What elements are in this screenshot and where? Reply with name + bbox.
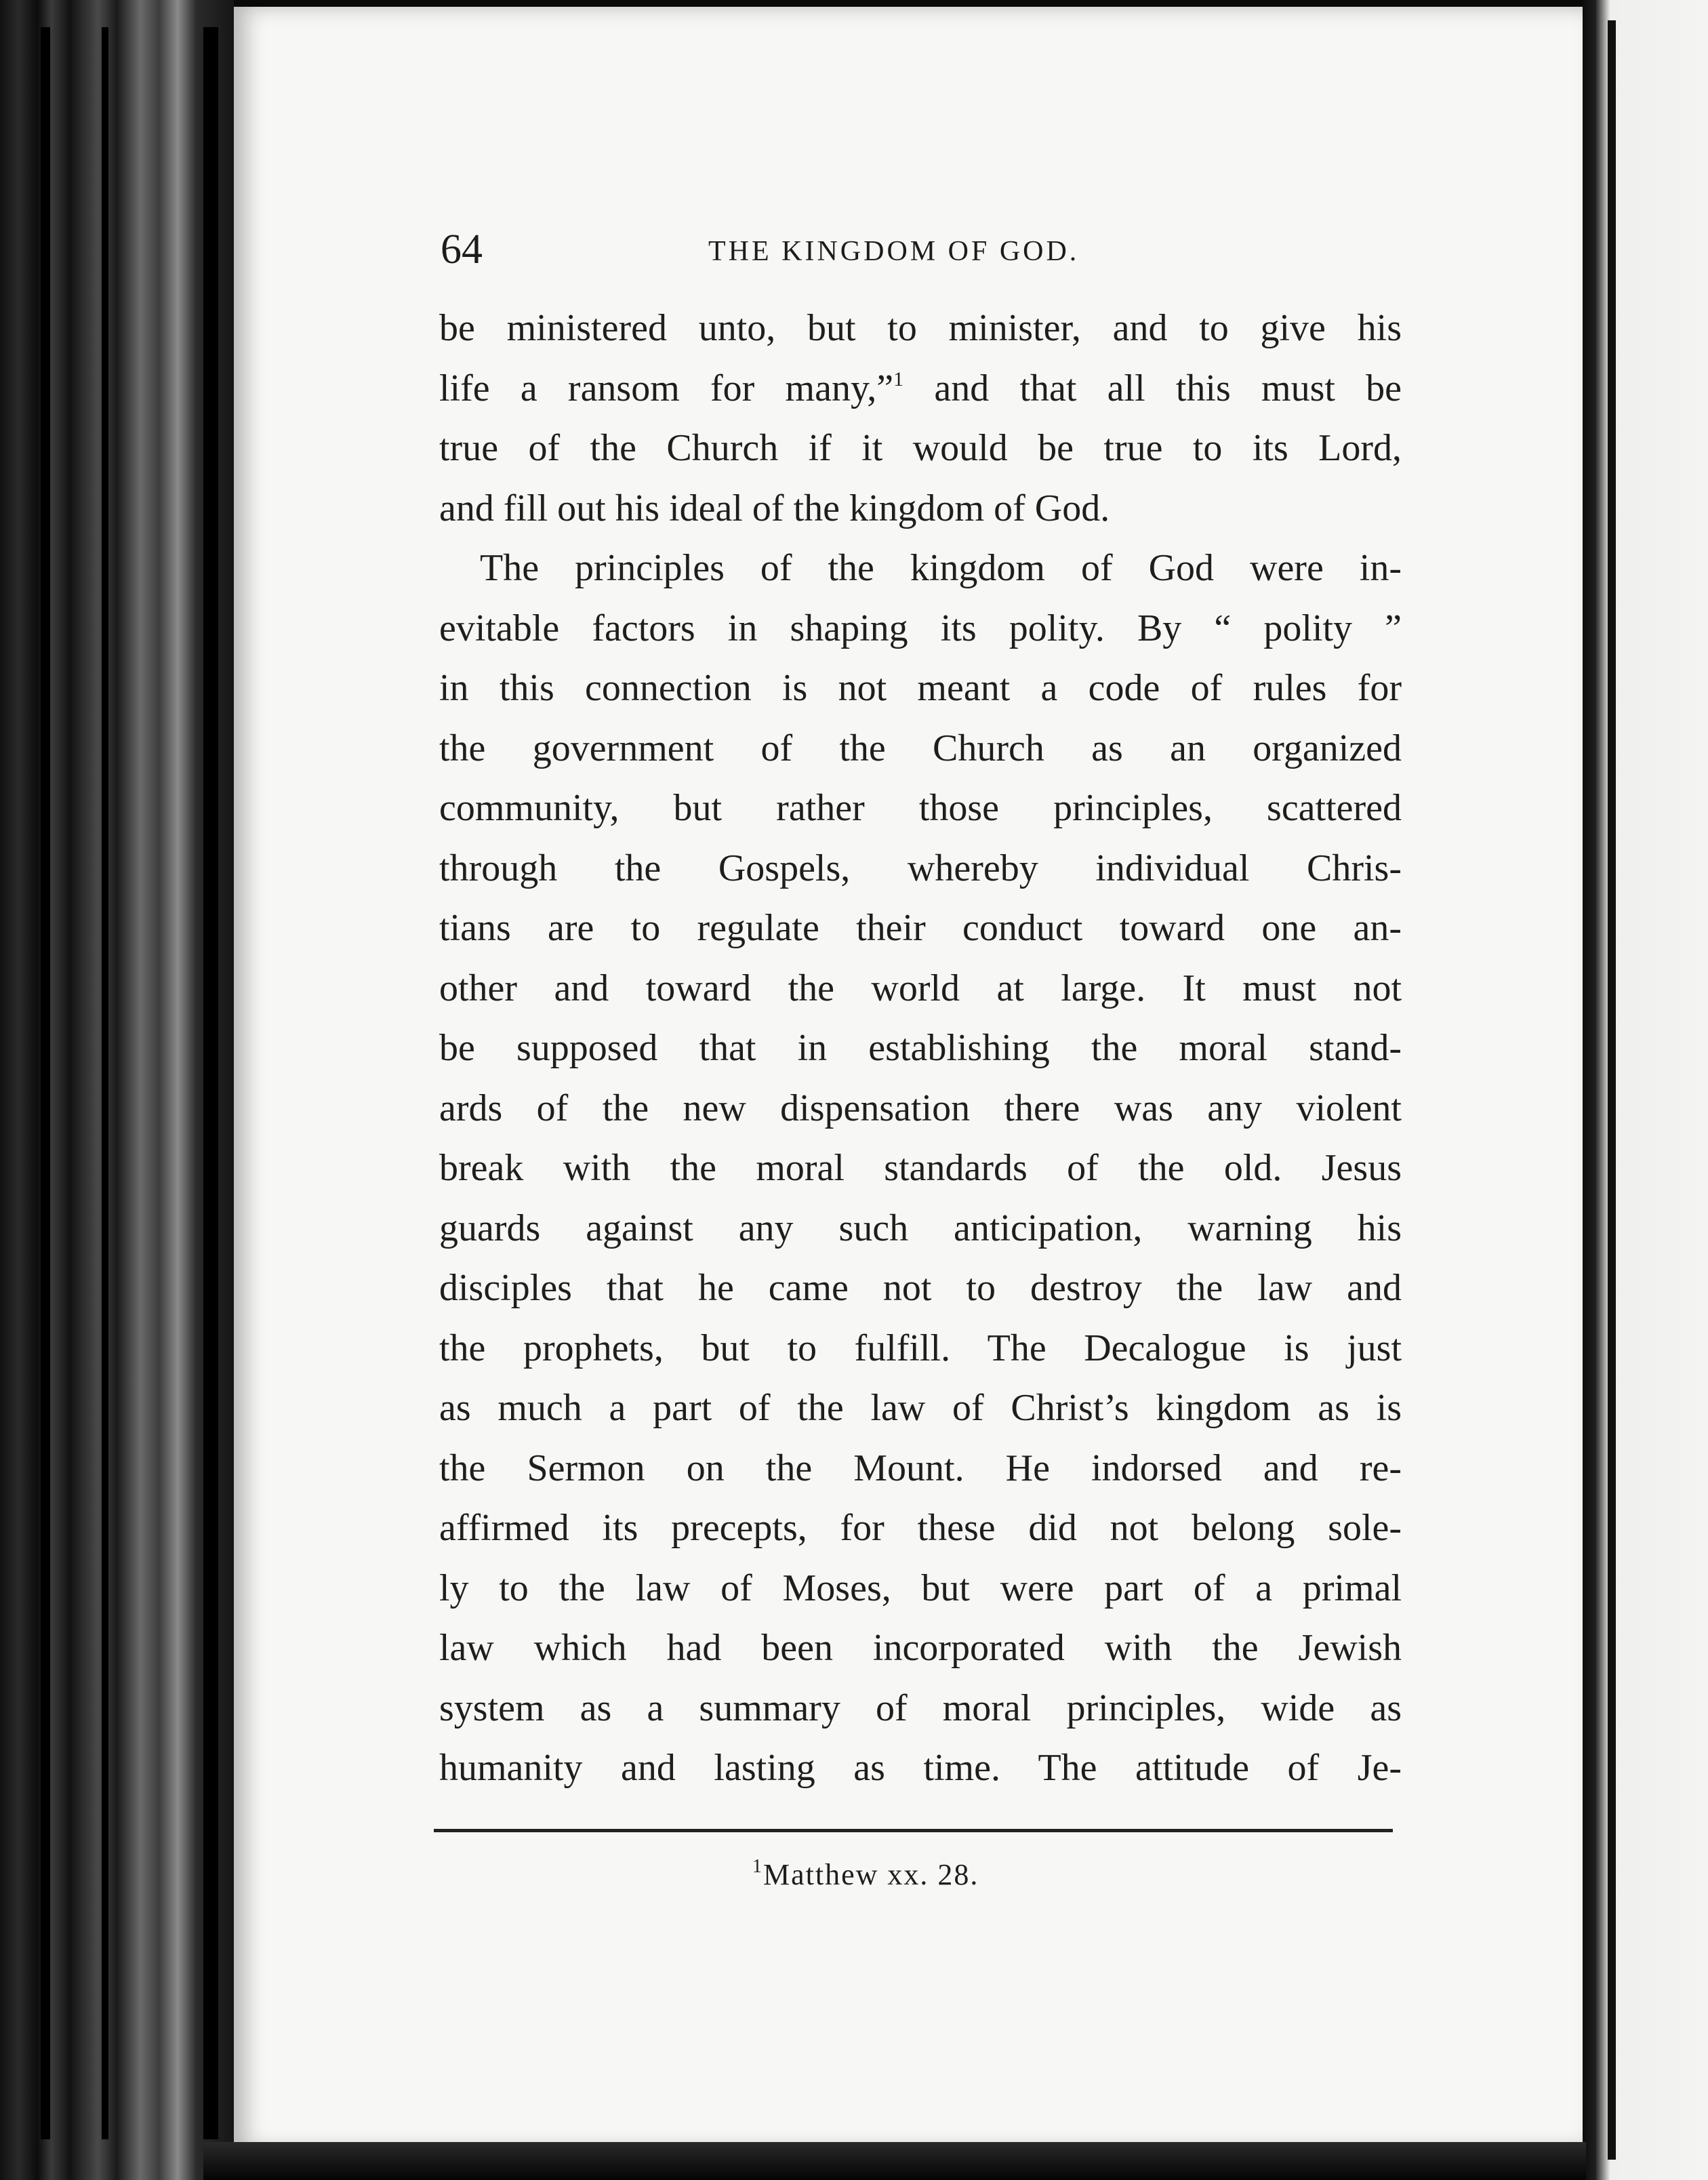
text-line: system as a summary of moral principles, wide as (439, 1687, 1402, 1729)
paragraph-2 (439, 538, 1402, 1798)
text-line: evitable factors in shaping its polity. By “ polity ” (439, 607, 1402, 649)
paragraph-1 (439, 298, 1402, 538)
text-line: as much a part of the law of Christ’s kingdom as is (439, 1387, 1402, 1429)
text-line: in this connection is not meant a code of rules for (439, 667, 1402, 709)
text-line: tians are to regulate their conduct toward one an- (439, 907, 1402, 949)
footnote-rule (434, 1829, 1393, 1832)
footnote-marker: 1 (752, 1856, 763, 1877)
footnote-reference: 1 (893, 367, 904, 390)
text-line: humanity and lasting as time. The attitude of Je- (439, 1747, 1402, 1789)
binding-shadow-stripe (41, 27, 50, 2139)
text-line: disciples that he came not to destroy the law and (439, 1267, 1402, 1309)
text-line: through the Gospels, whereby individual Chris- (439, 847, 1402, 889)
text-line: the prophets, but to fulfill. The Decalogue is just (439, 1327, 1402, 1369)
text-line: and fill out his ideal of the kingdom of God. (439, 487, 1110, 529)
page-edge-line (1608, 20, 1616, 2160)
running-title: THE KINGDOM OF GOD. (708, 236, 1080, 267)
body-text (439, 298, 1402, 1798)
text-line: ards of the new dispensation there was any violent (439, 1087, 1402, 1129)
binding-shadow-stripe (203, 27, 218, 2139)
footnote (752, 1857, 979, 1892)
text-line: The principles of the kingdom of God were in- (480, 547, 1402, 589)
text-line: ly to the law of Moses, but were part of a primal (439, 1567, 1402, 1609)
text-line: break with the moral standards of the old. Jesus (439, 1147, 1402, 1189)
text-line: the Sermon on the Mount. He indorsed and re- (439, 1447, 1402, 1489)
bottom-page-edge (203, 2142, 1586, 2180)
text-line: be supposed that in establishing the moral stand- (439, 1027, 1402, 1069)
text-line: other and toward the world at large. It must not (439, 967, 1402, 1009)
adjacent-page-edge (1583, 0, 1708, 2180)
text-line: affirmed its precepts, for these did not belong sole- (439, 1507, 1402, 1549)
book-binding-edge (0, 0, 234, 2180)
binding-shadow-stripe (102, 27, 108, 2139)
page-number: 64 (441, 226, 483, 272)
text-line-with-footnote (439, 359, 1402, 419)
running-head (441, 222, 1396, 277)
text-line: true of the Church if it would be true to its Lord, (439, 427, 1402, 469)
text-line: community, but rather those principles, scattered (439, 787, 1402, 829)
footnote-text: Matthew xx. 28. (763, 1858, 979, 1891)
text-line: the government of the Church as an organized (439, 727, 1402, 769)
text-line: be ministered unto, but to minister, and to give his (439, 307, 1402, 349)
text-line: guards against any such anticipation, warning his (439, 1207, 1402, 1249)
text-line: law which had been incorporated with the Jewish (439, 1627, 1402, 1669)
text-line: life a ransom for many,” (439, 367, 894, 409)
text-line-tail: and that all this must be (903, 367, 1402, 409)
